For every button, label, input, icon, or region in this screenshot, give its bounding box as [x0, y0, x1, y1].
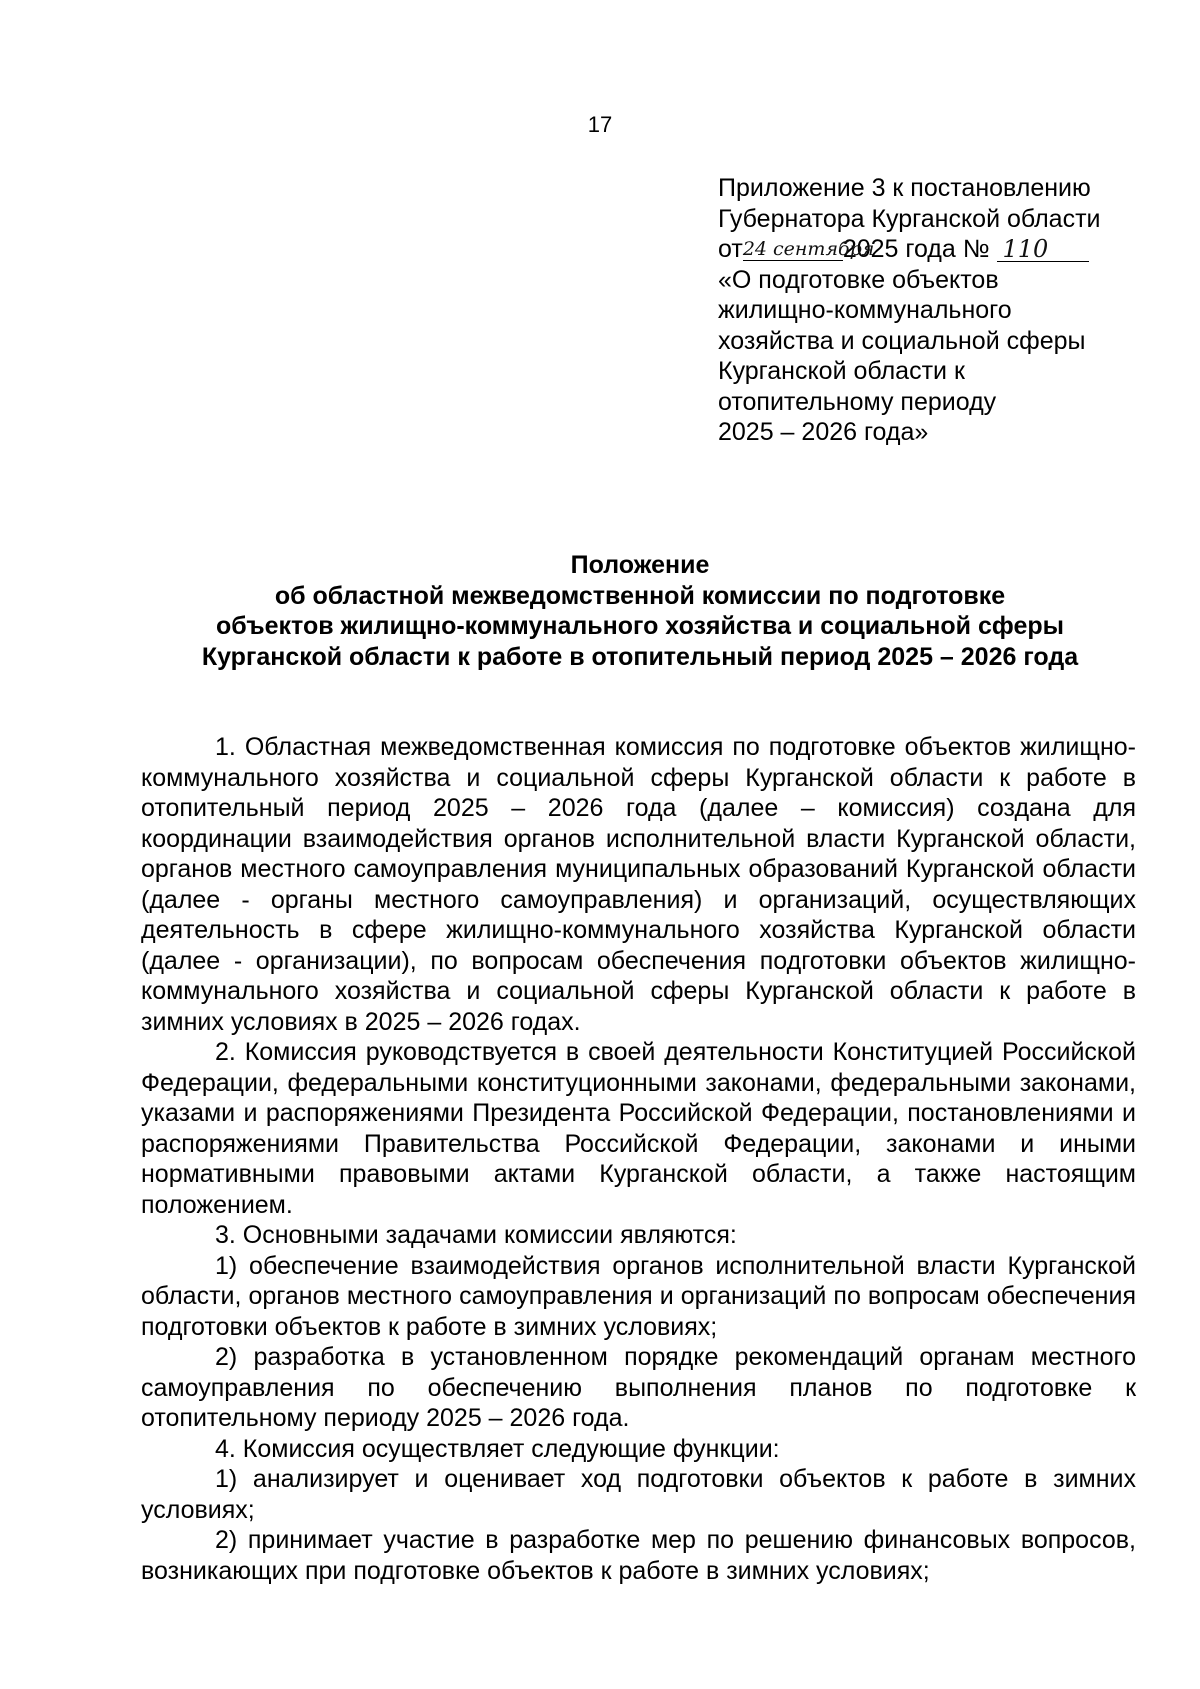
paragraph-4-item-1: 1) анализирует и оценивает ход подготовки объектов к работе в зимних условиях;	[141, 1465, 1136, 1524]
document-title	[130, 550, 1150, 672]
paragraph-4-item-2: 2) принимает участие в разработке мер по решению финансовых вопросов, возникающих при подготовке объектов к работе в зимних условиях;	[141, 1526, 1136, 1585]
paragraph-1: 1. Областная межведомственная комиссия по подготовке объектов жилищно-коммунального хозяйства и социальной сферы Курганской области к работе в отопительный период 2025 – 2026 года (далее – комиссия) создана для координации взаимодействия органов исполнительной власти Курганской области, органов местного самоуправления муниципальных образований Курганской области (далее - органы местного самоуправления) и организаций, осуществляющих деятельность в сфере жилищно-коммунального хозяйства Курганской области (далее - организации), по вопросам обеспечения подготовки объектов жилищно-коммунального хозяйства и социальной сферы Курганской области к работе в зимних условиях в 2025 – 2026 годах.	[141, 733, 1136, 1036]
title-line-2: об областной межведомственной комиссии по подготовке	[274, 581, 1006, 610]
appendix-line-date	[718, 234, 1188, 265]
appendix-line-9: 2025 – 2026 года»	[718, 418, 929, 446]
paragraph-2: 2. Комиссия руководствуется в своей деятельности Конституцией Российской Федерации, федеральными конституционными законами, федеральными законами, указами и распоряжениями Президента Российской Федерации, постановлениями и распоряжениями Правительства Российской Федерации, законами и иными нормативными правовыми актами Курганской области, а также настоящим положением.	[141, 1038, 1136, 1219]
appendix-line-6: хозяйства и социальной сферы	[718, 326, 1086, 355]
year-text: 2025 года №	[842, 235, 990, 263]
title-line-4: Курганской области к работе в отопительный период 2025 – 2026 года	[201, 642, 1079, 671]
title-line-1: Положение	[570, 551, 710, 579]
page-number: 17	[587, 112, 613, 137]
paragraph-3-item-1: 1) обеспечение взаимодействия органов исполнительной власти Курганской области, органов местного самоуправления и организаций по вопросам обеспечения подготовки объектов к работе в зимних условиях;	[141, 1251, 1136, 1341]
paragraph-3-item-2: 2) разработка в установленном порядке рекомендаций органам местного самоуправления по обеспечению выполнения планов по подготовке к отопительному периоду 2025 – 2026 года.	[141, 1343, 1136, 1432]
handwritten-date: 24 сентября	[742, 238, 875, 260]
document-body	[141, 732, 1136, 1586]
appendix-line-4: «О подготовке объектов	[718, 265, 999, 294]
appendix-line-7: Курганской области к	[718, 357, 965, 385]
appendix-line-5: жилищно-коммунального	[718, 296, 1012, 324]
appendix-line-1: Приложение 3 к постановлению	[718, 174, 1091, 202]
appendix-line-8: отопительному периоду	[718, 387, 997, 416]
title-line-3: объектов жилищно-коммунального хозяйства и социальной сферы	[216, 612, 1064, 640]
paragraph-3: 3. Основными задачами комиссии являются:	[215, 1221, 737, 1249]
handwritten-number: 110	[997, 237, 1089, 262]
date-prefix: от	[718, 235, 743, 263]
appendix-line-2: Губернатора Курганской области	[718, 204, 1101, 233]
paragraph-4: 4. Комиссия осуществляет следующие функции:	[215, 1434, 780, 1463]
appendix-header	[718, 173, 1188, 448]
